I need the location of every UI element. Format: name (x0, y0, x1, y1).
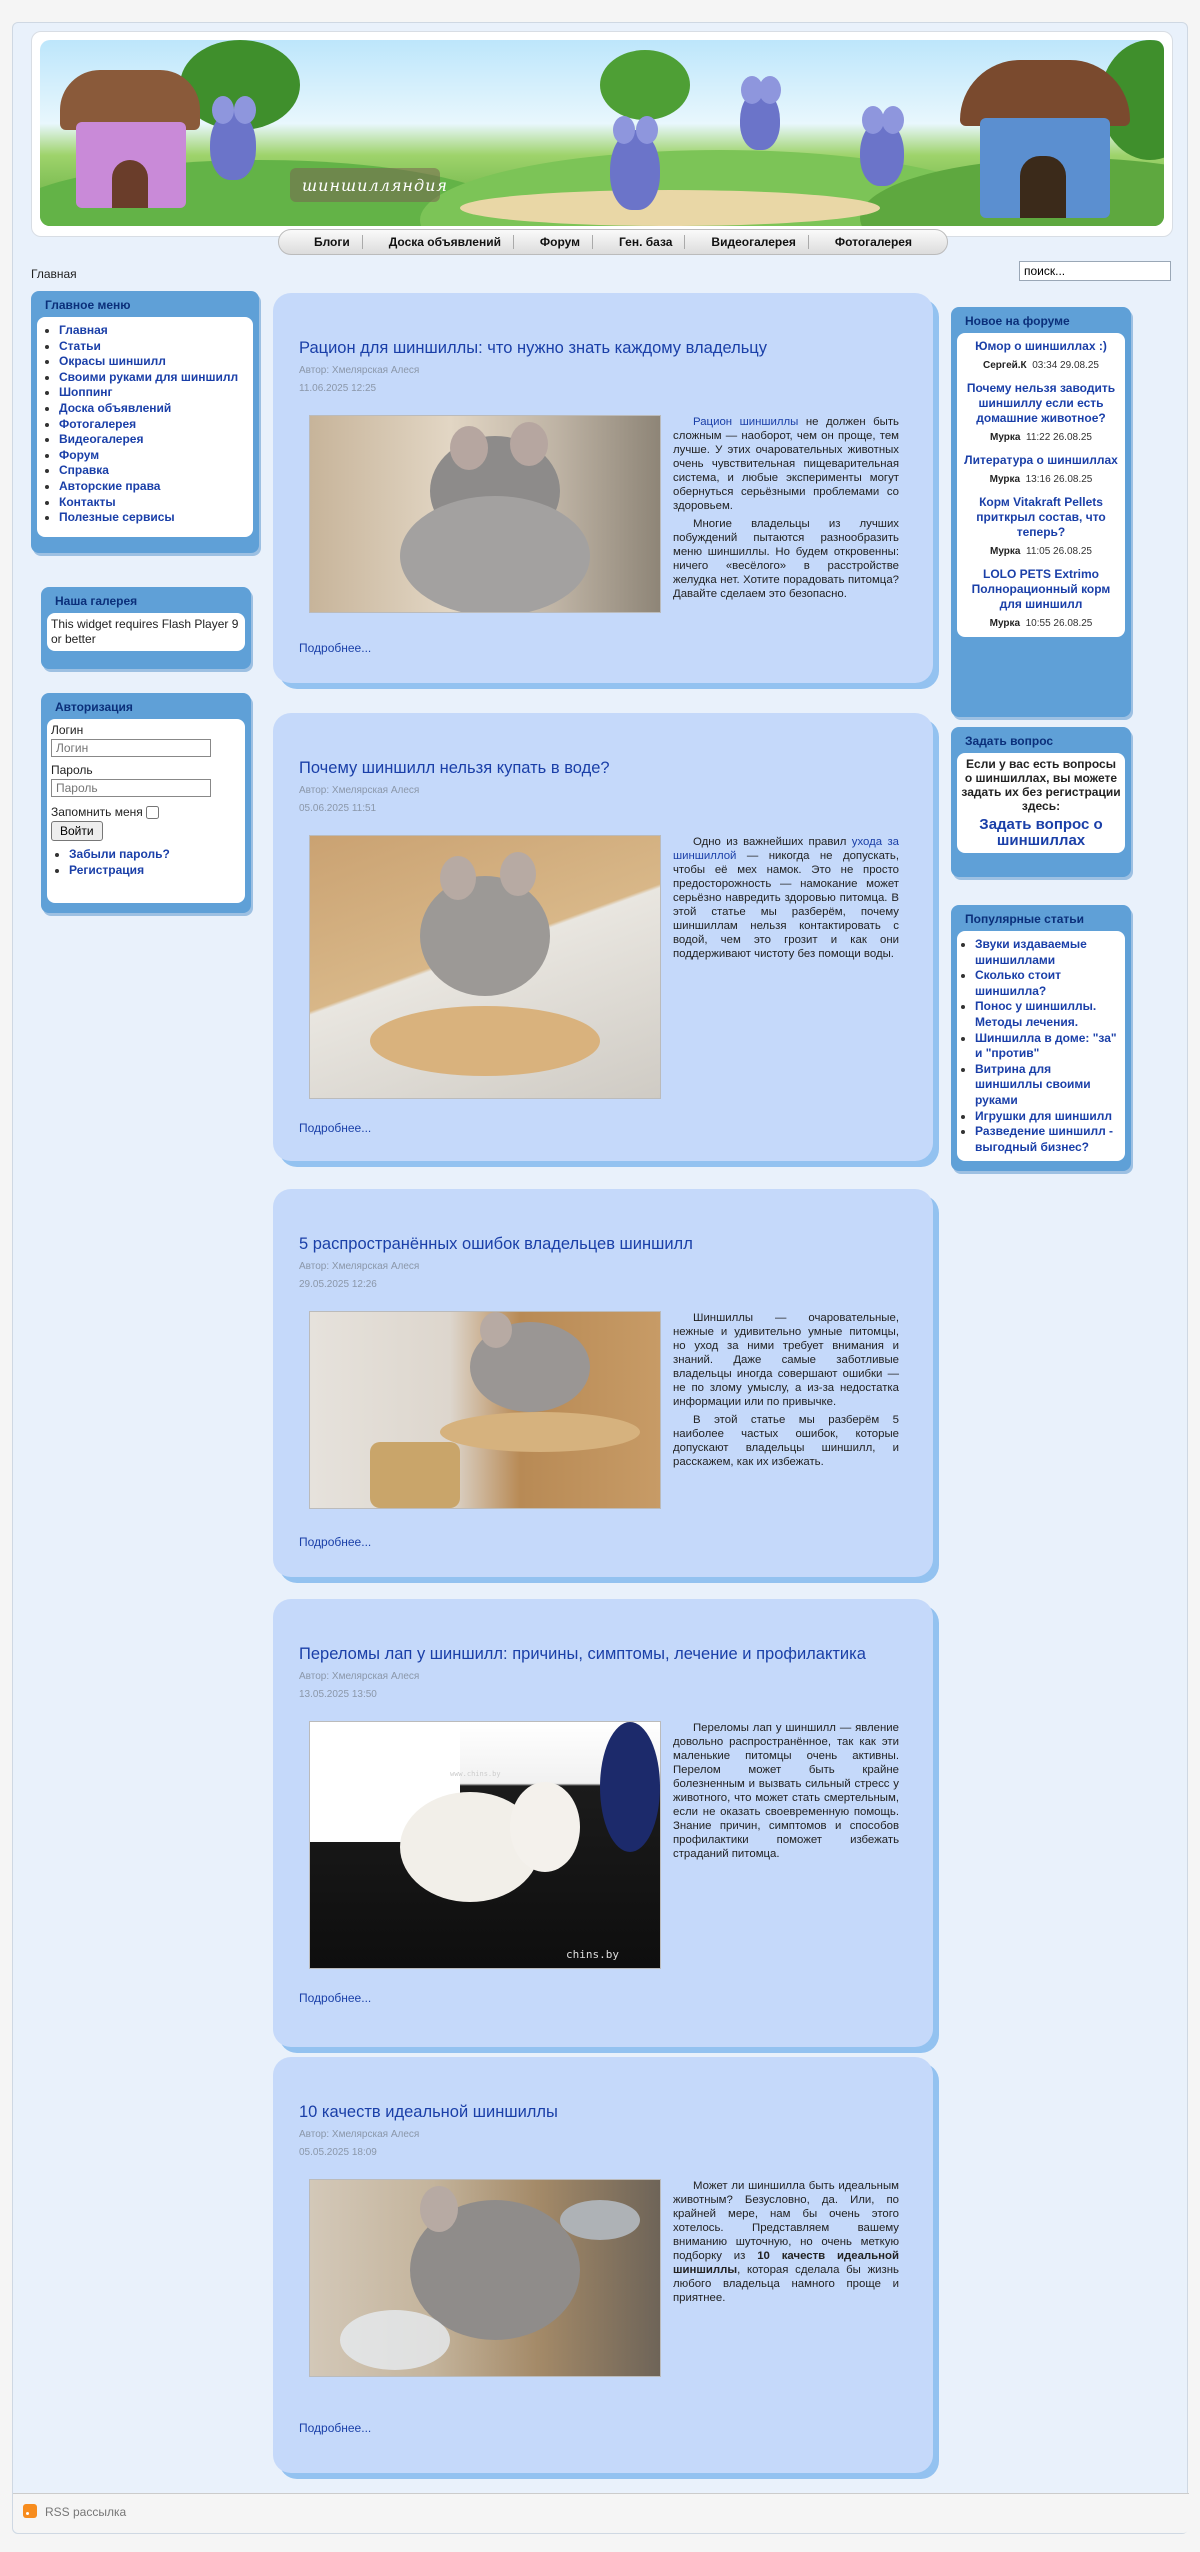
article-author: Автор: Хмелярская Алеся (299, 1261, 420, 1272)
menu-item-help[interactable]: Справка (59, 463, 109, 478)
article-text: Переломы лап у шиншилл — явление довольно распространённое, так как эти маленькие питомцы очень активны. Перелом может быть крайне болезненным и вызвать сильный стресс у животного, что может стать смертельным, если не оказать своевременную помощь. Знание причин, симптомов и способов профилактики поможет избежать страданий питомца. (673, 1722, 899, 1860)
page-container (12, 22, 1188, 2534)
popular-article-link[interactable]: Разведение шиншилл - выгодный бизнес? (975, 1124, 1114, 1154)
forum-title: Новое на форуме (965, 314, 1070, 328)
rss-link[interactable]: RSS рассылка (45, 2505, 127, 2519)
auth-module (41, 693, 251, 913)
gallery-module (41, 587, 251, 669)
article-card (273, 293, 933, 683)
forum-post-user: Сергей.К (983, 360, 1027, 371)
popular-article-link[interactable]: Понос у шиншиллы. Методы лечения. (975, 999, 1097, 1029)
read-more-link[interactable]: Подробнее... (299, 641, 372, 655)
article-inline-link[interactable]: ухода за шиншиллой (673, 836, 900, 862)
forum-post-link[interactable]: Почему нельзя заводить шиншиллу если есть домашние животное? (966, 381, 1116, 425)
read-more-link[interactable]: Подробнее... (299, 2421, 372, 2435)
menu-item-colors[interactable]: Окрасы шиншилл (59, 354, 166, 369)
menu-item-home[interactable]: Главная (59, 323, 108, 337)
main-menu-list (45, 323, 245, 526)
menu-item-shopping[interactable]: Шоппинг (59, 385, 113, 400)
article-inline-link[interactable]: Рацион шиншиллы (693, 416, 799, 428)
article-date: 05.05.2025 18:09 (299, 2147, 377, 2158)
gallery-title: Наша галерея (55, 594, 138, 608)
login-label: Логин (51, 723, 84, 737)
remember-label: Запомнить меня (51, 805, 143, 819)
flash-notice: This widget requires Flash Player 9 or better (51, 617, 239, 646)
article-text: Может ли шиншилла быть идеальным животным? Безусловно, да. Или, по крайней мере, нам бы очень этого хотелось. Представляем вашему вниманию шуточную, но очень меткую подборку из (673, 2180, 899, 2262)
remember-checkbox[interactable] (146, 806, 159, 819)
forum-post-time: 11:22 26.08.25 (1026, 432, 1092, 443)
ask-question-link[interactable]: Задать вопрос о шиншиллах (979, 816, 1103, 849)
popular-article-link[interactable]: Звуки издаваемые шиншиллами (975, 937, 1087, 967)
header (31, 31, 1173, 237)
login-field[interactable] (51, 739, 211, 757)
menu-item-classifieds[interactable]: Доска объявлений (59, 400, 172, 415)
menu-item-copyright[interactable]: Авторские права (59, 478, 161, 493)
article-text: Одно из важнейших правил (693, 836, 847, 848)
article-title[interactable]: Переломы лап у шиншилл: причины, симптомы, лечение и профилактика (299, 1645, 866, 1663)
article-text: , которая сделала бы жизнь любого владельца намного проще и приятнее. (673, 2264, 899, 2304)
main-menu-title: Главное меню (45, 298, 131, 312)
search-input[interactable] (1019, 261, 1171, 281)
article-text: Многие владельцы из лучших побуждений пытаются разнообразить меню шиншиллы. Но будем откровенны: ничего «весёлого» в расстройстве желудка нет. Хотите порадовать питомца? Давайте сделаем это безопасно. (673, 518, 899, 600)
password-label: Пароль (51, 763, 93, 777)
article-title[interactable]: Рацион для шиншиллы: что нужно знать каждому владельцу (299, 339, 768, 357)
article-card (273, 2057, 933, 2473)
article-image[interactable] (309, 415, 661, 613)
popular-article-link[interactable]: Витрина для шиншиллы своими руками (975, 1061, 1091, 1107)
article-text: — никогда не допускать, чтобы её мех намок. Это не просто предосторожность — намокание может серьёзно навредить здоровью питомца. В этой статье мы разберём, почему шиншиллам нельзя контактировать с водой, чем это грозит и как они поддерживают чистоту без помощи воды. (673, 850, 899, 960)
forum-post-link[interactable]: LOLO PETS Extrimo Полнорационный корм для шиншилл (971, 567, 1111, 611)
article-date: 11.06.2025 12:25 (299, 383, 377, 394)
menu-item-photo-gallery[interactable]: Фотогалерея (59, 416, 137, 431)
password-field[interactable] (51, 779, 211, 797)
popular-article-link[interactable]: Игрушки для шиншилл (975, 1108, 1113, 1123)
nav-classifieds[interactable]: Доска объявлений (377, 235, 514, 249)
nav-gene-base[interactable]: Ген. база (607, 235, 686, 249)
article-author: Автор: Хмелярская Алеся (299, 1671, 420, 1682)
article-text: Шиншиллы — очаровательные, нежные и удивительно умные питомцы, но уход за ними требует внимания и знаний. Даже самые заботливые владельцы иногда совершают ошибки — не по злому умыслу, а из-за недостатка информации или по привычке. (673, 1312, 899, 1408)
menu-item-articles[interactable]: Статьи (59, 338, 101, 353)
read-more-link[interactable]: Подробнее... (299, 1121, 372, 1135)
main-menu-module (31, 291, 259, 553)
photo-watermark: www.chins.by (450, 1770, 501, 1778)
nav-video-gallery[interactable]: Видеогалерея (699, 235, 808, 249)
article-text: В этой статье мы разберём 5 наиболее частых ошибок, которые допускают владельцы шиншилл, и расскажем, как их избежать. (673, 1414, 899, 1468)
top-navigation (278, 229, 948, 255)
article-card (273, 713, 933, 1161)
nav-forum[interactable]: Форум (528, 235, 593, 249)
article-author: Автор: Хмелярская Алеся (299, 365, 420, 376)
forum-post-time: 13:16 26.08.25 (1025, 474, 1093, 485)
article-text-bold: 10 качеств идеальной шиншиллы (673, 2250, 900, 2276)
article-date: 29.05.2025 12:26 (299, 1279, 377, 1290)
read-more-link[interactable]: Подробнее... (299, 1991, 372, 2005)
popular-article-link[interactable]: Сколько стоит шиншилла? (975, 968, 1062, 998)
article-image[interactable] (309, 1721, 661, 1969)
article-text: не должен быть сложным — наоборот, чем он проще, тем лучше. У этих очаровательных животных очень чувствительная пищеварительная система, и любые эксперименты могут обернуться серьёзными проблемами со здоровьем. (673, 416, 899, 512)
article-title[interactable]: 5 распространённых ошибок владельцев шиншилл (299, 1235, 693, 1253)
forum-post-link[interactable]: Литература о шиншиллах (964, 453, 1118, 467)
forum-module (951, 307, 1131, 717)
ask-title: Задать вопрос (965, 734, 1054, 748)
menu-item-services[interactable]: Полезные сервисы (59, 510, 175, 525)
forum-post-user: Мурка (990, 546, 1021, 557)
article-image[interactable] (309, 2179, 661, 2377)
article-card (273, 1599, 933, 2047)
article-date: 05.06.2025 11:51 (299, 803, 377, 814)
forum-post-user: Мурка (989, 474, 1021, 485)
photo-watermark: chins.by (566, 1948, 619, 1961)
menu-item-diy[interactable]: Своими руками для шиншилл (59, 369, 239, 384)
forum-post-user: Мурка (990, 432, 1021, 443)
nav-blogs[interactable]: Блоги (302, 235, 363, 249)
popular-articles-module (951, 905, 1131, 1171)
article-title[interactable]: 10 качеств идеальной шиншиллы (299, 2103, 558, 2121)
read-more-link[interactable]: Подробнее... (299, 1535, 372, 1549)
ask-text: Если у вас есть вопросы о шиншиллах, вы можете задать их без регистрации здесь: (961, 757, 1121, 813)
article-image[interactable] (309, 835, 661, 1099)
article-card (273, 1189, 933, 1577)
site-logo: шиншилляндия (302, 176, 449, 195)
menu-item-forum[interactable]: Форум (59, 447, 100, 462)
article-date: 13.05.2025 13:50 (299, 1689, 377, 1700)
forum-post-time: 10:55 26.08.25 (1025, 618, 1093, 629)
nav-photo-gallery[interactable]: Фотогалерея (834, 235, 912, 249)
register-link[interactable]: Регистрация (69, 862, 145, 877)
forum-post-time: 11:05 26.08.25 (1026, 546, 1092, 557)
rss-icon[interactable] (23, 2504, 37, 2518)
article-title[interactable]: Почему шиншилл нельзя купать в воде? (299, 759, 610, 777)
article-author: Автор: Хмелярская Алеся (299, 785, 420, 796)
popular-title: Популярные статьи (965, 912, 1085, 926)
popular-article-link[interactable]: Шиншилла в доме: "за" и "против" (975, 1030, 1117, 1061)
ask-question-module (951, 727, 1131, 877)
breadcrumb: Главная (31, 267, 77, 281)
login-button[interactable]: Войти (51, 821, 103, 841)
forum-post-time: 03:34 29.08.25 (1032, 360, 1099, 371)
forum-post-user: Мурка (989, 618, 1021, 629)
article-image[interactable] (309, 1311, 661, 1509)
article-author: Автор: Хмелярская Алеся (299, 2129, 420, 2140)
footer (13, 2493, 1189, 2533)
auth-title: Авторизация (55, 700, 133, 714)
menu-item-video-gallery[interactable]: Видеогалерея (59, 432, 144, 447)
forum-post-link[interactable]: Корм Vitakraft Pellets приткрыл состав, что теперь? (976, 495, 1106, 539)
header-banner[interactable] (40, 40, 1164, 226)
forgot-password-link[interactable]: Забыли пароль? (69, 847, 170, 862)
forum-post-link[interactable]: Юмор о шиншиллах :) (975, 339, 1107, 353)
menu-item-contacts[interactable]: Контакты (59, 494, 116, 509)
